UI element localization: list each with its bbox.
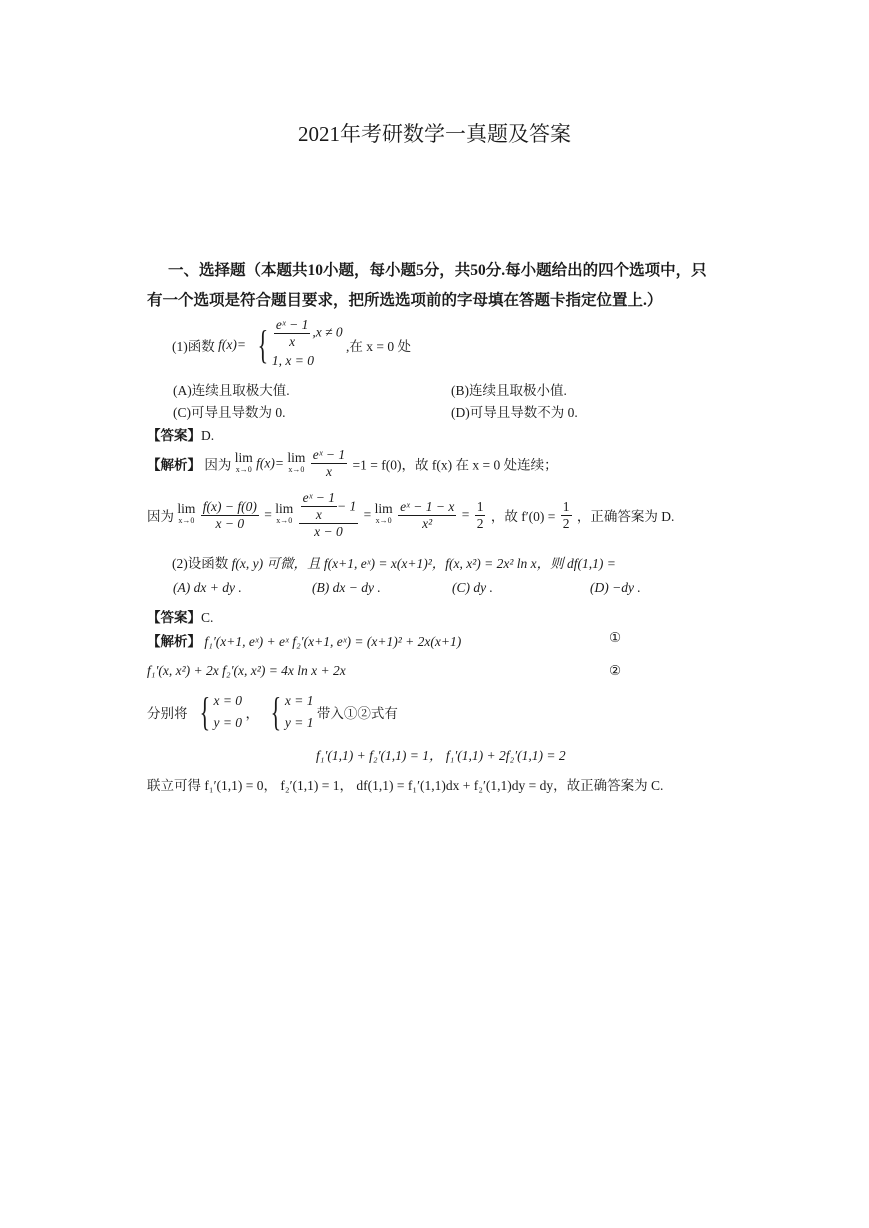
q2-analysis-eq2: f₁′(x, x²) + 2x f₂′(x, x²) = 4x ln x + 2x	[147, 663, 346, 678]
q2-option-c: (C) dy .	[452, 580, 493, 595]
system1-brace: {	[199, 689, 211, 734]
q1-answer: 【答案】D.	[147, 428, 215, 443]
q1-option-c: (C)可导且导数为 0.	[173, 405, 286, 420]
page-title: 2021年考研数学一真题及答案	[298, 122, 571, 146]
q1-option-d: (D)可导且导数不为 0.	[451, 405, 578, 420]
q2-option-a: (A) dx + dy .	[173, 580, 242, 595]
q1-analysis-line2: 因为 lim x→0 $\frac{f(x) - f(0)}{x - 0}$ = lim x→0 $\frac{\text{eˣ − 1}}{x}$ − 1 x − 0 = lim x→0 $\frac{\text{eˣ − 1 − x}}{\text{x²}}$ = $\frac{1}{2}$ ，故 f′(0) = $\frac{1}{2}$ ，正确答案为 D.	[147, 490, 675, 539]
q2-eq2-tag: ②	[609, 663, 622, 678]
q2-substitution-line: 分别将 { x = 0 y = 0 ， { x = 1 y = 1 带入①②式有	[147, 689, 398, 734]
piecewise-cases: $\frac{\text{eˣ − 1}}{x}$ ,x ≠ 0 1, x = 0	[271, 317, 343, 368]
q2-conclusion: 联立可得 f₁′(1,1) = 0， f₂′(1,1) = 1， df(1,1) = f₁′(1,1)dx + f₂′(1,1)dy = dy，故正确答案为 C.	[147, 778, 664, 793]
q2-stem: (2)设函数 f(x, y) 可微，且 f(x+1, eˣ) = x(x+1)²，f(x, x²) = 2x² ln x，则 df(1,1) =	[172, 556, 616, 571]
q2-option-d: (D) −dy .	[590, 580, 641, 595]
q2-result-equations: f₁′(1,1) + f₂′(1,1) = 1， f₁′(1,1) + 2f₂′(1,1) = 2	[316, 748, 566, 763]
q2-option-b: (B) dx − dy .	[312, 580, 381, 595]
piecewise-brace: {	[257, 321, 269, 367]
section-heading-line1: 一、选择题（本题共10小题，每小题5分，共50分.每小题给出的四个选项中，只	[168, 262, 707, 279]
q2-answer: 【答案】C.	[147, 610, 214, 625]
q2-analysis-eq1: 【解析】 f₁′(x+1, eˣ) + eˣ f₂′(x+1, eˣ) = (x+1)² + 2x(x+1)	[147, 634, 462, 649]
q1-analysis-line1: 【解析】 因为 lim x→0 f(x)= lim x→0 $\frac{\text{eˣ − 1}}{x}$ =1 = f(0)，故 f(x) 在 x = 0 处连续；	[147, 447, 558, 479]
q2-eq1-tag: ①	[609, 630, 622, 645]
section-heading-line2: 有一个选项是符合题目要求，把所选选项前的字母填在答题卡指定位置上.）	[147, 292, 663, 309]
q1-option-a: (A)连续且取极大值.	[173, 383, 290, 398]
system2-brace: {	[270, 689, 282, 734]
q1-stem: (1)函数 f(x)= { $\frac{\text{eˣ − 1}}{x}$ ,x ≠ 0 1, x = 0 ,在 x = 0 处	[172, 317, 411, 372]
q1-option-b: (B)连续且取极小值.	[451, 383, 567, 398]
